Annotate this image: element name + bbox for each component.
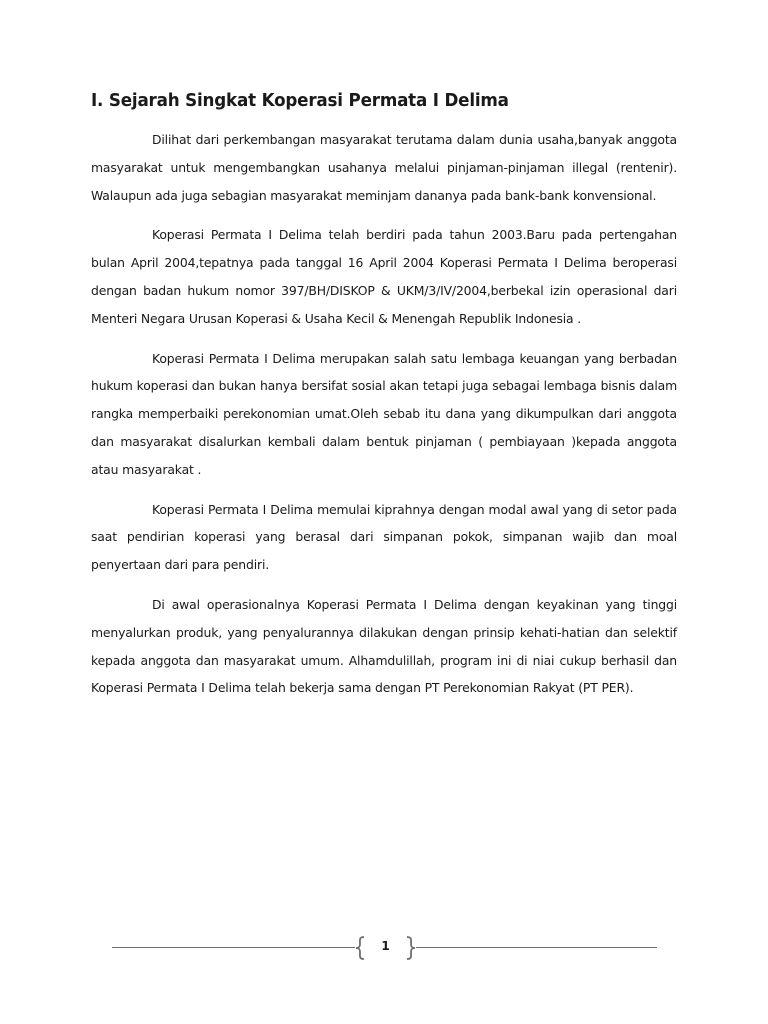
- left-brace-icon: [355, 936, 365, 960]
- footer-rule-left: [112, 947, 355, 948]
- footer-rule-right: [416, 947, 657, 948]
- page-footer: [112, 933, 657, 963]
- body-text: [91, 126, 677, 714]
- page-number: 1: [381, 939, 390, 953]
- paragraph-5: Di awal operasionalnya Koperasi Permata I Delima dengan keyakinan yang tinggi menyalurkan produk, yang penyalurannya dilakukan dengan prinsip kehati-hatian dan selektif kepada anggota dan masyarakat umum. Alhamdulillah, program ini di niai cukup berhasil dan Koperasi Permata I Delima telah bekerja sama dengan PT Perekonomian Rakyat (PT PER).: [91, 596, 677, 696]
- right-brace-icon: [406, 936, 416, 960]
- section-heading: I. Sejarah Singkat Koperasi Permata I Delima: [91, 90, 509, 111]
- paragraph-3: Koperasi Permata I Delima merupakan salah satu lembaga keuangan yang berbadan hukum koperasi dan bukan hanya bersifat sosial akan tetapi juga sebagai lembaga bisnis dalam rangka memperbaiki perekonomian umat.Oleh sebab itu dana yang dikumpulkan dari anggota dan masyarakat disalurkan kembali dalam bentuk pinjaman ( pembiayaan )kepada anggota atau masyarakat .: [91, 350, 677, 477]
- paragraph-4: Koperasi Permata I Delima memulai kiprahnya dengan modal awal yang di setor pada saat pendirian koperasi yang berasal dari simpanan pokok, simpanan wajib dan moal penyertaan dari para pendiri.: [91, 501, 677, 573]
- paragraph-2: Koperasi Permata I Delima telah berdiri pada tahun 2003.Baru pada pertengahan bulan April 2004,tepatnya pada tanggal 16 April 2004 Koperasi Permata I Delima beroperasi dengan badan hukum nomor 397/BH/DISKOP & UKM/3/IV/2004,berbekal izin operasional dari Menteri Negara Urusan Koperasi & Usaha Kecil & Menengah Republik Indonesia .: [91, 227, 677, 326]
- paragraph-1: Dilihat dari perkembangan masyarakat terutama dalam dunia usaha,banyak anggota masyarakat untuk mengembangkan usahanya melalui pinjaman-pinjaman illegal (rentenir). Walaupun ada juga sebagian masyarakat meminjam dananya pada bank-bank konvensional.: [91, 132, 677, 203]
